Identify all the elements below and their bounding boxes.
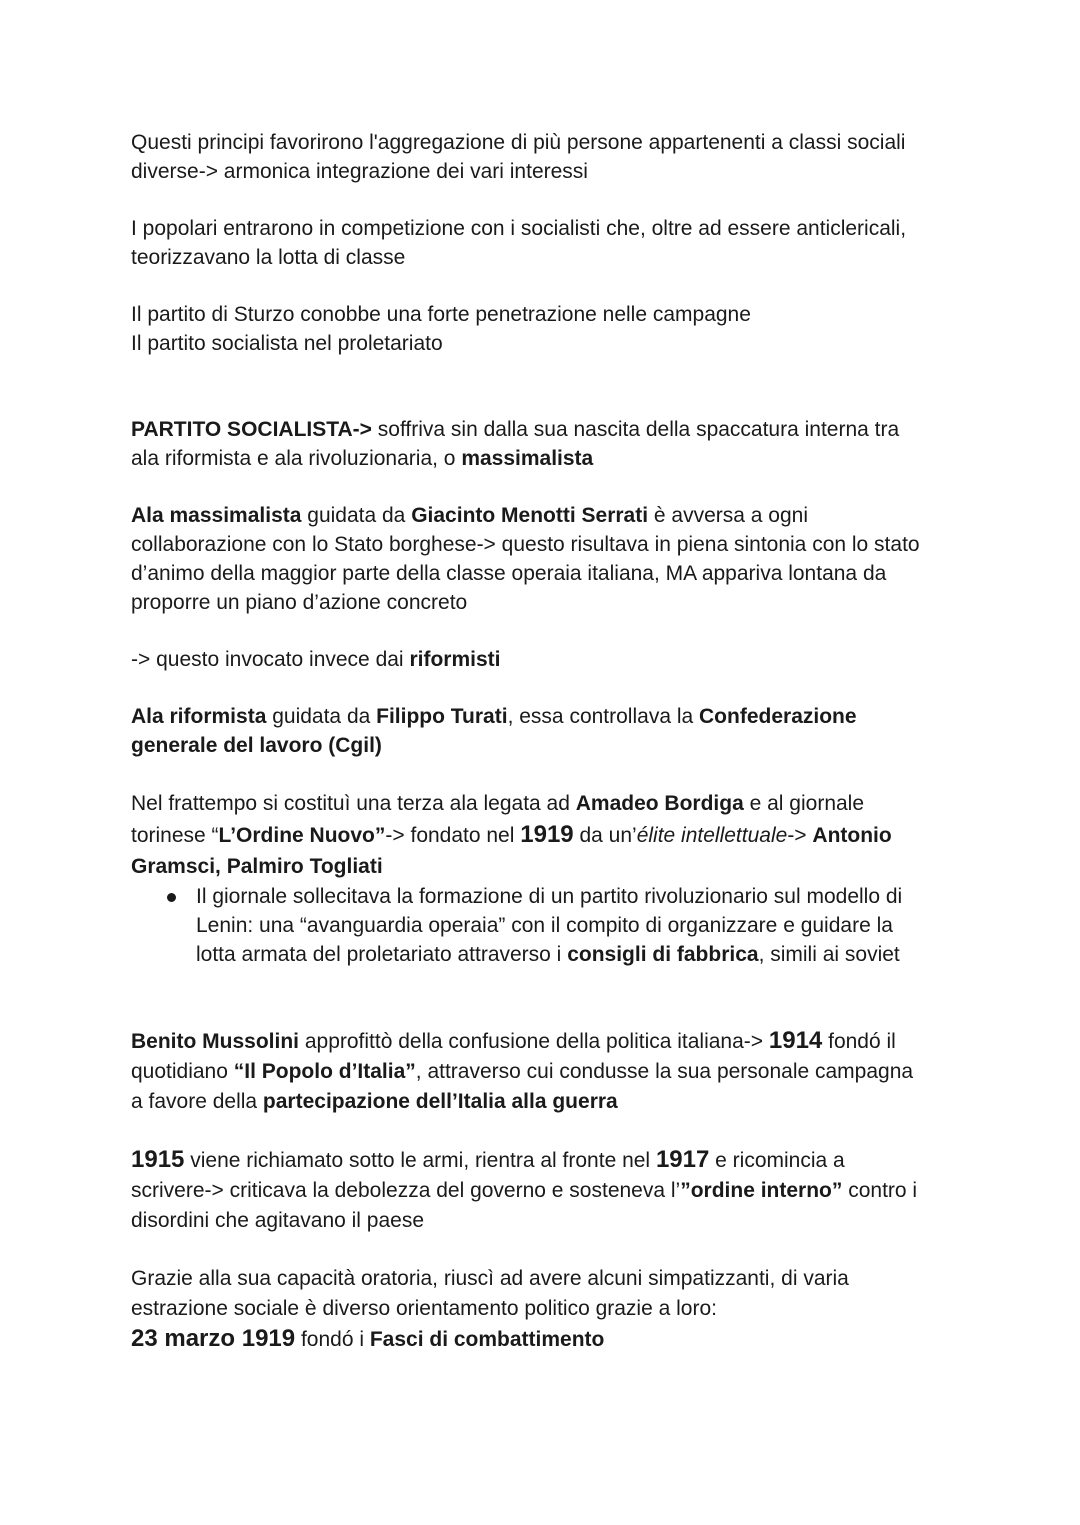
text-line: collaborazione con lo Stato borghese-> questo risultava in piena sintonia con lo stato (131, 533, 920, 556)
document-page (131, 128, 961, 1355)
text: fondó i (295, 1328, 370, 1351)
paragraph-fasci (131, 1264, 961, 1355)
text-line: d’animo della maggior parte della classe operaia italiana, MA appariva lontana da (131, 562, 887, 585)
text: , simili ai soviet (758, 943, 900, 966)
text: fondó il (822, 1030, 896, 1053)
bold-text: Ala massimalista (131, 504, 302, 527)
text: soffriva sin dalla sua nascita della spaccatura interna tra (371, 418, 900, 441)
text: scrivere-> criticava la debolezza del governo e sosteneva l’ (131, 1179, 681, 1202)
bold-text: Gramsci, Palmiro Togliati (131, 855, 383, 878)
text-line: I popolari entrarono in competizione con i socialisti che, oltre ad essere anticlericali, (131, 217, 907, 240)
paragraph-ala-massimalista (131, 501, 961, 617)
text: a favore della (131, 1090, 263, 1113)
text-line: Il partito di Sturzo conobbe una forte penetrazione nelle campagne (131, 303, 751, 326)
text: torinese “ (131, 824, 219, 847)
bold-text: “Il Popolo d’Italia” (233, 1060, 416, 1083)
bold-text: Antonio (812, 824, 892, 847)
paragraph-mussolini (131, 1026, 961, 1117)
text: -> fondato nel (385, 824, 521, 847)
text-line: estrazione sociale è diverso orientamento politico grazie a loro: (131, 1297, 717, 1320)
text: Nel frattempo si costituì una terza ala legata ad (131, 792, 576, 815)
text-line: Il partito socialista nel proletariato (131, 332, 443, 355)
paragraph-1915 (131, 1145, 961, 1236)
text-line: Il giornale sollecitava la formazione di un partito rivoluzionario sul modello di (196, 885, 903, 908)
text: e al giornale (743, 792, 865, 815)
text: e ricomincia a (709, 1149, 845, 1172)
text: approfittò della confusione della politica italiana-> (299, 1030, 769, 1053)
text: lotta armata del proletariato attraverso i (196, 943, 568, 966)
paragraph-terza-ala (131, 788, 961, 882)
bold-text: L’Ordine Nuovo” (218, 824, 386, 847)
text: guidata da (266, 705, 377, 728)
paragraph-ala-riformista (131, 702, 961, 760)
bold-text: Benito Mussolini (131, 1030, 299, 1053)
bold-text: massimalista (461, 447, 594, 470)
text-line: Lenin: una “avanguardia operaia” con il compito di organizzare e guidare la (196, 914, 893, 937)
text-line: disordini che agitavano il paese (131, 1209, 425, 1232)
year-text: 1914 (768, 1027, 823, 1054)
text-line: diverse-> armonica integrazione dei vari interessi (131, 160, 588, 183)
paragraph-aggregazione (131, 128, 961, 186)
bold-text: Giacinto Menotti Serrati (411, 504, 649, 527)
bold-text: ”ordine interno” (680, 1179, 843, 1202)
bold-text: riformisti (409, 648, 501, 671)
paragraph-partito-socialista (131, 415, 961, 473)
bold-text: consigli di fabbrica (567, 943, 759, 966)
text: , essa controllava la (507, 705, 700, 728)
year-text: 1915 (131, 1146, 185, 1173)
italic-text: élite intellettuale (636, 824, 788, 847)
bold-text: PARTITO SOCIALISTA-> (131, 418, 372, 441)
bold-text: Amadeo Bordiga (575, 792, 744, 815)
paragraph-competizione (131, 214, 961, 272)
bullet-list (131, 882, 961, 969)
list-item (131, 882, 961, 969)
text: guidata da (301, 504, 412, 527)
text: -> (787, 824, 813, 847)
text-line: proporre un piano d’azione concreto (131, 591, 468, 614)
date-text: 23 marzo 1919 (131, 1325, 296, 1352)
text: quotidiano (131, 1060, 234, 1083)
bold-text: Ala riformista (131, 705, 267, 728)
bullet-icon (167, 893, 176, 902)
paragraph-riformisti (131, 645, 961, 674)
text: ala riformista e ala rivoluzionaria, o (131, 447, 462, 470)
text-line: Questi principi favorirono l'aggregazione di più persone appartenenti a classi sociali (131, 131, 906, 154)
bold-text: generale del lavoro (Cgil) (131, 734, 382, 757)
bold-text: Confederazione (699, 705, 857, 728)
text-line: teorizzavano la lotta di classe (131, 246, 406, 269)
bold-text: partecipazione dell’Italia alla guerra (262, 1090, 618, 1113)
year-text: 1917 (655, 1146, 710, 1173)
text: contro i (842, 1179, 918, 1202)
text: è avversa a ogni (648, 504, 809, 527)
text: -> questo invocato invece dai (131, 648, 410, 671)
text-line: Grazie alla sua capacità oratoria, riuscì ad avere alcuni simpatizzanti, di varia (131, 1267, 849, 1290)
paragraph-sturzo (131, 300, 961, 358)
text: , attraverso cui condusse la sua personale campagna (415, 1060, 914, 1083)
bold-text: Filippo Turati (376, 705, 508, 728)
bold-text: Fasci di combattimento (369, 1328, 605, 1351)
text: da un’ (573, 824, 637, 847)
year-text: 1919 (520, 821, 574, 848)
text: viene richiamato sotto le armi, rientra al fronte nel (184, 1149, 656, 1172)
